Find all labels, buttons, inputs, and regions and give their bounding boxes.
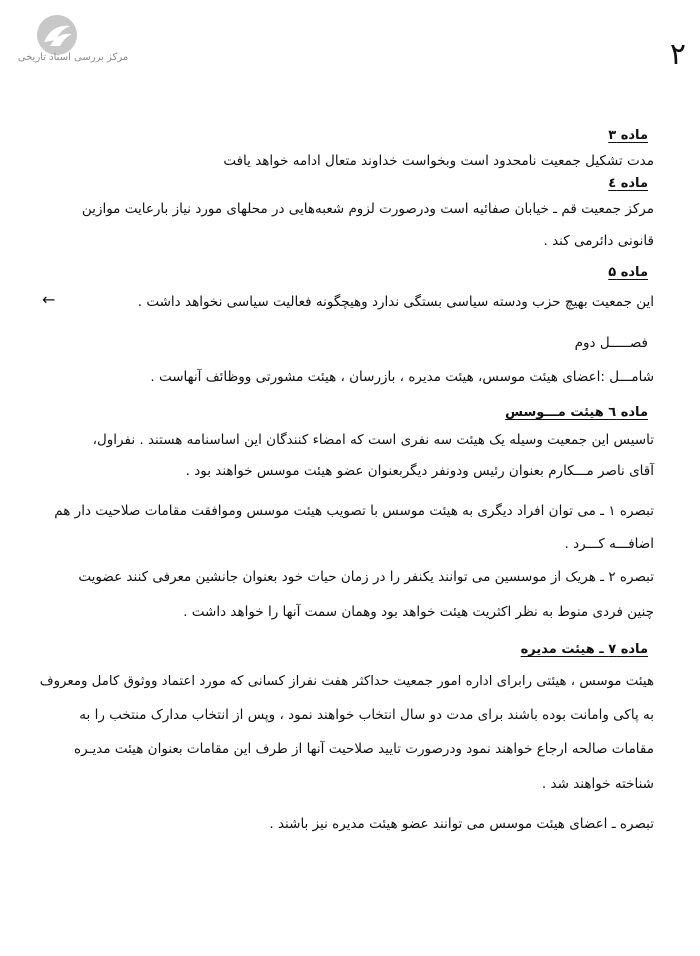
chapter-heading: فصـــــل دوم — [574, 335, 648, 351]
page-number-mark: ۲ — [669, 37, 686, 72]
text-line: تبصره ۲ ـ هریک از موسسین می توانند یکنفر را در زمان حیات خود بعنوان جانشین معرفی کنند عضویت — [78, 569, 654, 585]
article-6-heading: ماده ٦ هیئت مـــوسس — [505, 405, 648, 420]
text-line: شامـــل :اعضای هیئت موسس، هیئت مدیره ، بازرسان ، هیئت مشورتی ووظائف آنهاست . — [150, 369, 654, 385]
text-line: به پاکی وامانت بوده باشند برای مدت دو سال انتخاب خواهند نمود ، وپس از انتخاب مدارک منتخب را به — [79, 707, 654, 723]
text-line: چنین فردی منوط به نظر اکثریت هیئت خواهد بود وهمان سمت آنها را خواهد داشت . — [183, 604, 654, 620]
article-3-heading: ماده ۳ — [608, 128, 648, 143]
text-line: قانونی دائرمی کند . — [543, 233, 654, 249]
text-line: تاسیس این جمعیت وسیله یک هیئت سه نفری است که امضاء کنندگان این اساسنامه هستند . نفراول، — [92, 432, 654, 448]
text-line: تبصره ـ اعضای هیئت موسس می توانند عضو هیئت مدیره نیز باشند . — [269, 816, 654, 832]
text-line: اضافـــه کـــرد . — [564, 536, 654, 552]
article-7-heading: ماده ۷ ـ هیئت مدیره — [520, 642, 648, 657]
text-line: مرکز جمعیت قم ـ خیابان صفائیه است ودرصورت لزوم شعبه‌هایی در محلهای مورد نیاز بارعایت موازین — [81, 201, 654, 217]
archive-center-logo-icon — [36, 14, 78, 56]
text-line: شناخته خواهند شد . — [541, 776, 654, 792]
text-line: هیئت موسس ، هیئتی رابرای اداره امور جمعیت حداکثر هفت نفراز کسانی که مورد اعتماد ووثوق کامل ومعروف — [39, 674, 654, 689]
text-line: مقامات صالحه ارجاع خواهند نمود ودرصورت تایید صلاحیت آنها از طرف این مقامات بعنوان هیئت مدیـره — [74, 741, 654, 757]
article-4-heading: ماده ٤ — [608, 176, 648, 191]
text-line: این جمعیت بهیچ حزب ودسته سیاسی بستگی ندارد وهیچگونه فعالیت سیاسی نخواهد داشت . — [137, 294, 654, 310]
text-line: تبصره ۱ ـ می توان افراد دیگری به هیئت موسس با تصویب هیئت موسس وموافقت مقامات صلاحیت دار هم — [54, 503, 654, 519]
handwritten-bracket-mark: ← — [42, 290, 56, 309]
archive-center-name: مرکز بررسی اسناد تاریخی — [17, 52, 129, 63]
article-5-heading: ماده ۵ — [608, 265, 648, 280]
text-line: آقای ناصر مـــکارم بعنوان رئیس ودونفر دیگربعنوان عضو هیئت موسس خواهند بود . — [185, 463, 654, 479]
text-line: مدت تشکیل جمعیت نامحدود است وبخواست خداوند متعال ادامه خواهد یافت — [223, 153, 654, 169]
